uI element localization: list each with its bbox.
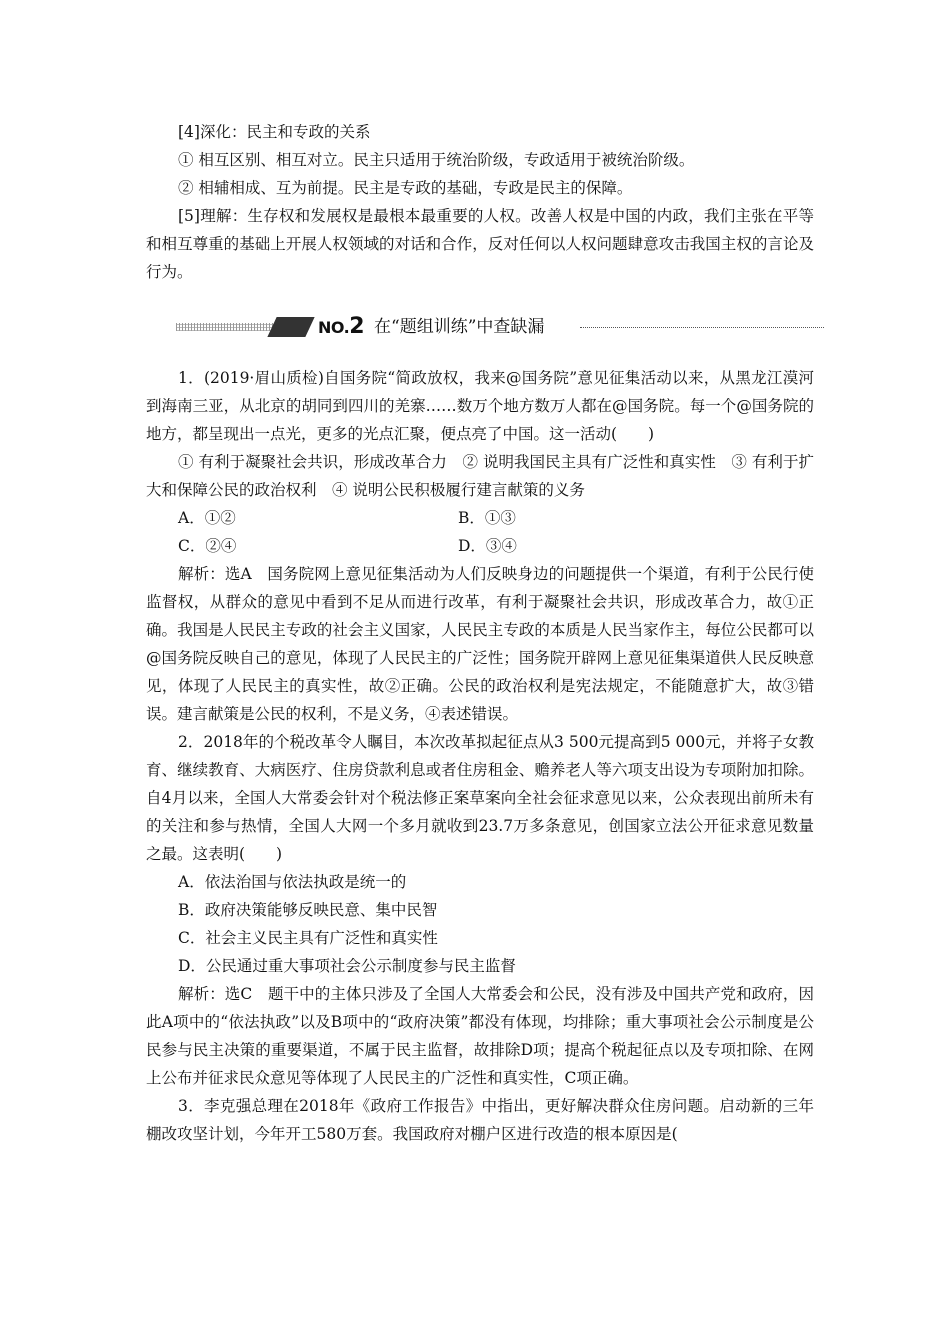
q2-option-c: C．社会主义民主具有广泛性和真实性 xyxy=(178,929,438,947)
banner-hatch-decoration xyxy=(176,323,282,331)
q1-options-row-2 xyxy=(178,532,738,560)
q1-statements: ① 有利于凝聚社会共识，形成改革合力 ② 说明我国民主具有广泛性和真实性 ③ 有利于扩大和保障公民的政治权利 ④ 说明公民积极履行建言献策的义务 xyxy=(146,453,814,499)
q1-options-row-1 xyxy=(178,504,738,532)
q2-option-b: B．政府决策能够反映民意、集中民智 xyxy=(178,901,438,919)
q2-stem: 2．2018年的个税改革令人瞩目，本次改革拟起征点从3 500元提高到5 000元，并将子女教育、继续教育、大病医疗、住房贷款利息或者住房租金、赡养老人等六项支出设为专项附加扣除。自4月以来，全国人大常委会针对个税法修正案草案向全社会征求意见以来，公众表现出前所未有的关注和参与热情，全国人大网一个多月就收到23.7万多条意见，创国家立法公开征求意见数量之最。这表明( ) xyxy=(146,733,814,863)
q1-stem: 1．(2019·眉山质检)自国务院“简政放权，我来@国务院”意见征集活动以来，从黑龙江漠河到海南三亚，从北京的胡同到四川的羌寨……数万个地方数万人都在@国务院。每一个@国务院的地方，都呈现出一点光，更多的光点汇聚，便点亮了中国。这一活动( ) xyxy=(146,369,814,443)
banner-title: 在“题组训练”中查缺漏 xyxy=(374,317,545,337)
section-banner xyxy=(0,308,950,346)
q1-option-c: C．②④ xyxy=(178,537,237,555)
q2-analysis: 解析：选C 题干中的主体只涉及了全国人大常委会和公民，没有涉及中国共产党和政府，因此A项中的“依法执政”以及B项中的“政府决策”都没有体现，均排除；重大事项社会公示制度是公民参与民主决策的重要渠道，不属于民主监督，故排除D项；提高个税起征点以及专项扣除、在网上公布并征求民众意见等体现了人民民主的广泛性和真实性，C项正确。 xyxy=(146,985,814,1087)
intro-line-2: ② 相辅相成、互为前提。民主是专政的基础，专政是民主的保障。 xyxy=(178,179,633,197)
q1-option-b: B．①③ xyxy=(458,509,516,527)
content xyxy=(0,118,950,1148)
q2-option-a: A．依法治国与依法执政是统一的 xyxy=(178,873,407,891)
q3-stem: 3．李克强总理在2018年《政府工作报告》中指出，更好解决群众住房问题。启动新的三年棚改攻坚计划，今年开工580万套。我国政府对棚户区进行改造的根本原因是( xyxy=(146,1097,814,1143)
q1-option-a: A．①② xyxy=(178,509,236,527)
banner-dotted-rule xyxy=(580,327,824,328)
q1-option-d: D．③④ xyxy=(458,537,517,555)
intro-line-1: ① 相互区别、相互对立。民主只适用于统治阶级，专政适用于被统治阶级。 xyxy=(178,151,695,169)
banner-number: NO.2 xyxy=(318,314,365,339)
q2-option-d: D．公民通过重大事项社会公示制度参与民主监督 xyxy=(178,957,516,975)
banner-slash-decoration xyxy=(267,317,314,337)
intro-line-deepen: [4]深化：民主和专政的关系 xyxy=(178,123,371,141)
q1-analysis: 解析：选A 国务院网上意见征集活动为人们反映身边的问题提供一个渠道，有利于公民行使监督权，从群众的意见中看到不足从而进行改革，有利于凝聚社会共识，形成改革合力，故①正确。我国是人民民主专政的社会主义国家，人民民主专政的本质是人民当家作主，每位公民都可以@国务院反映自己的意见，体现了人民民主的广泛性；国务院开辟网上意见征集渠道供人民反映意见，体现了人民民主的真实性，故②正确。公民的政治权利是宪法规定，不能随意扩大，故③错误。建言献策是公民的权利，不是义务，④表述错误。 xyxy=(146,565,814,723)
intro-line-understand: [5]理解：生存权和发展权是最根本最重要的人权。改善人权是中国的内政，我们主张在平等和相互尊重的基础上开展人权领域的对话和合作，反对任何以人权问题肆意攻击我国主权的言论及行为。 xyxy=(146,207,814,281)
